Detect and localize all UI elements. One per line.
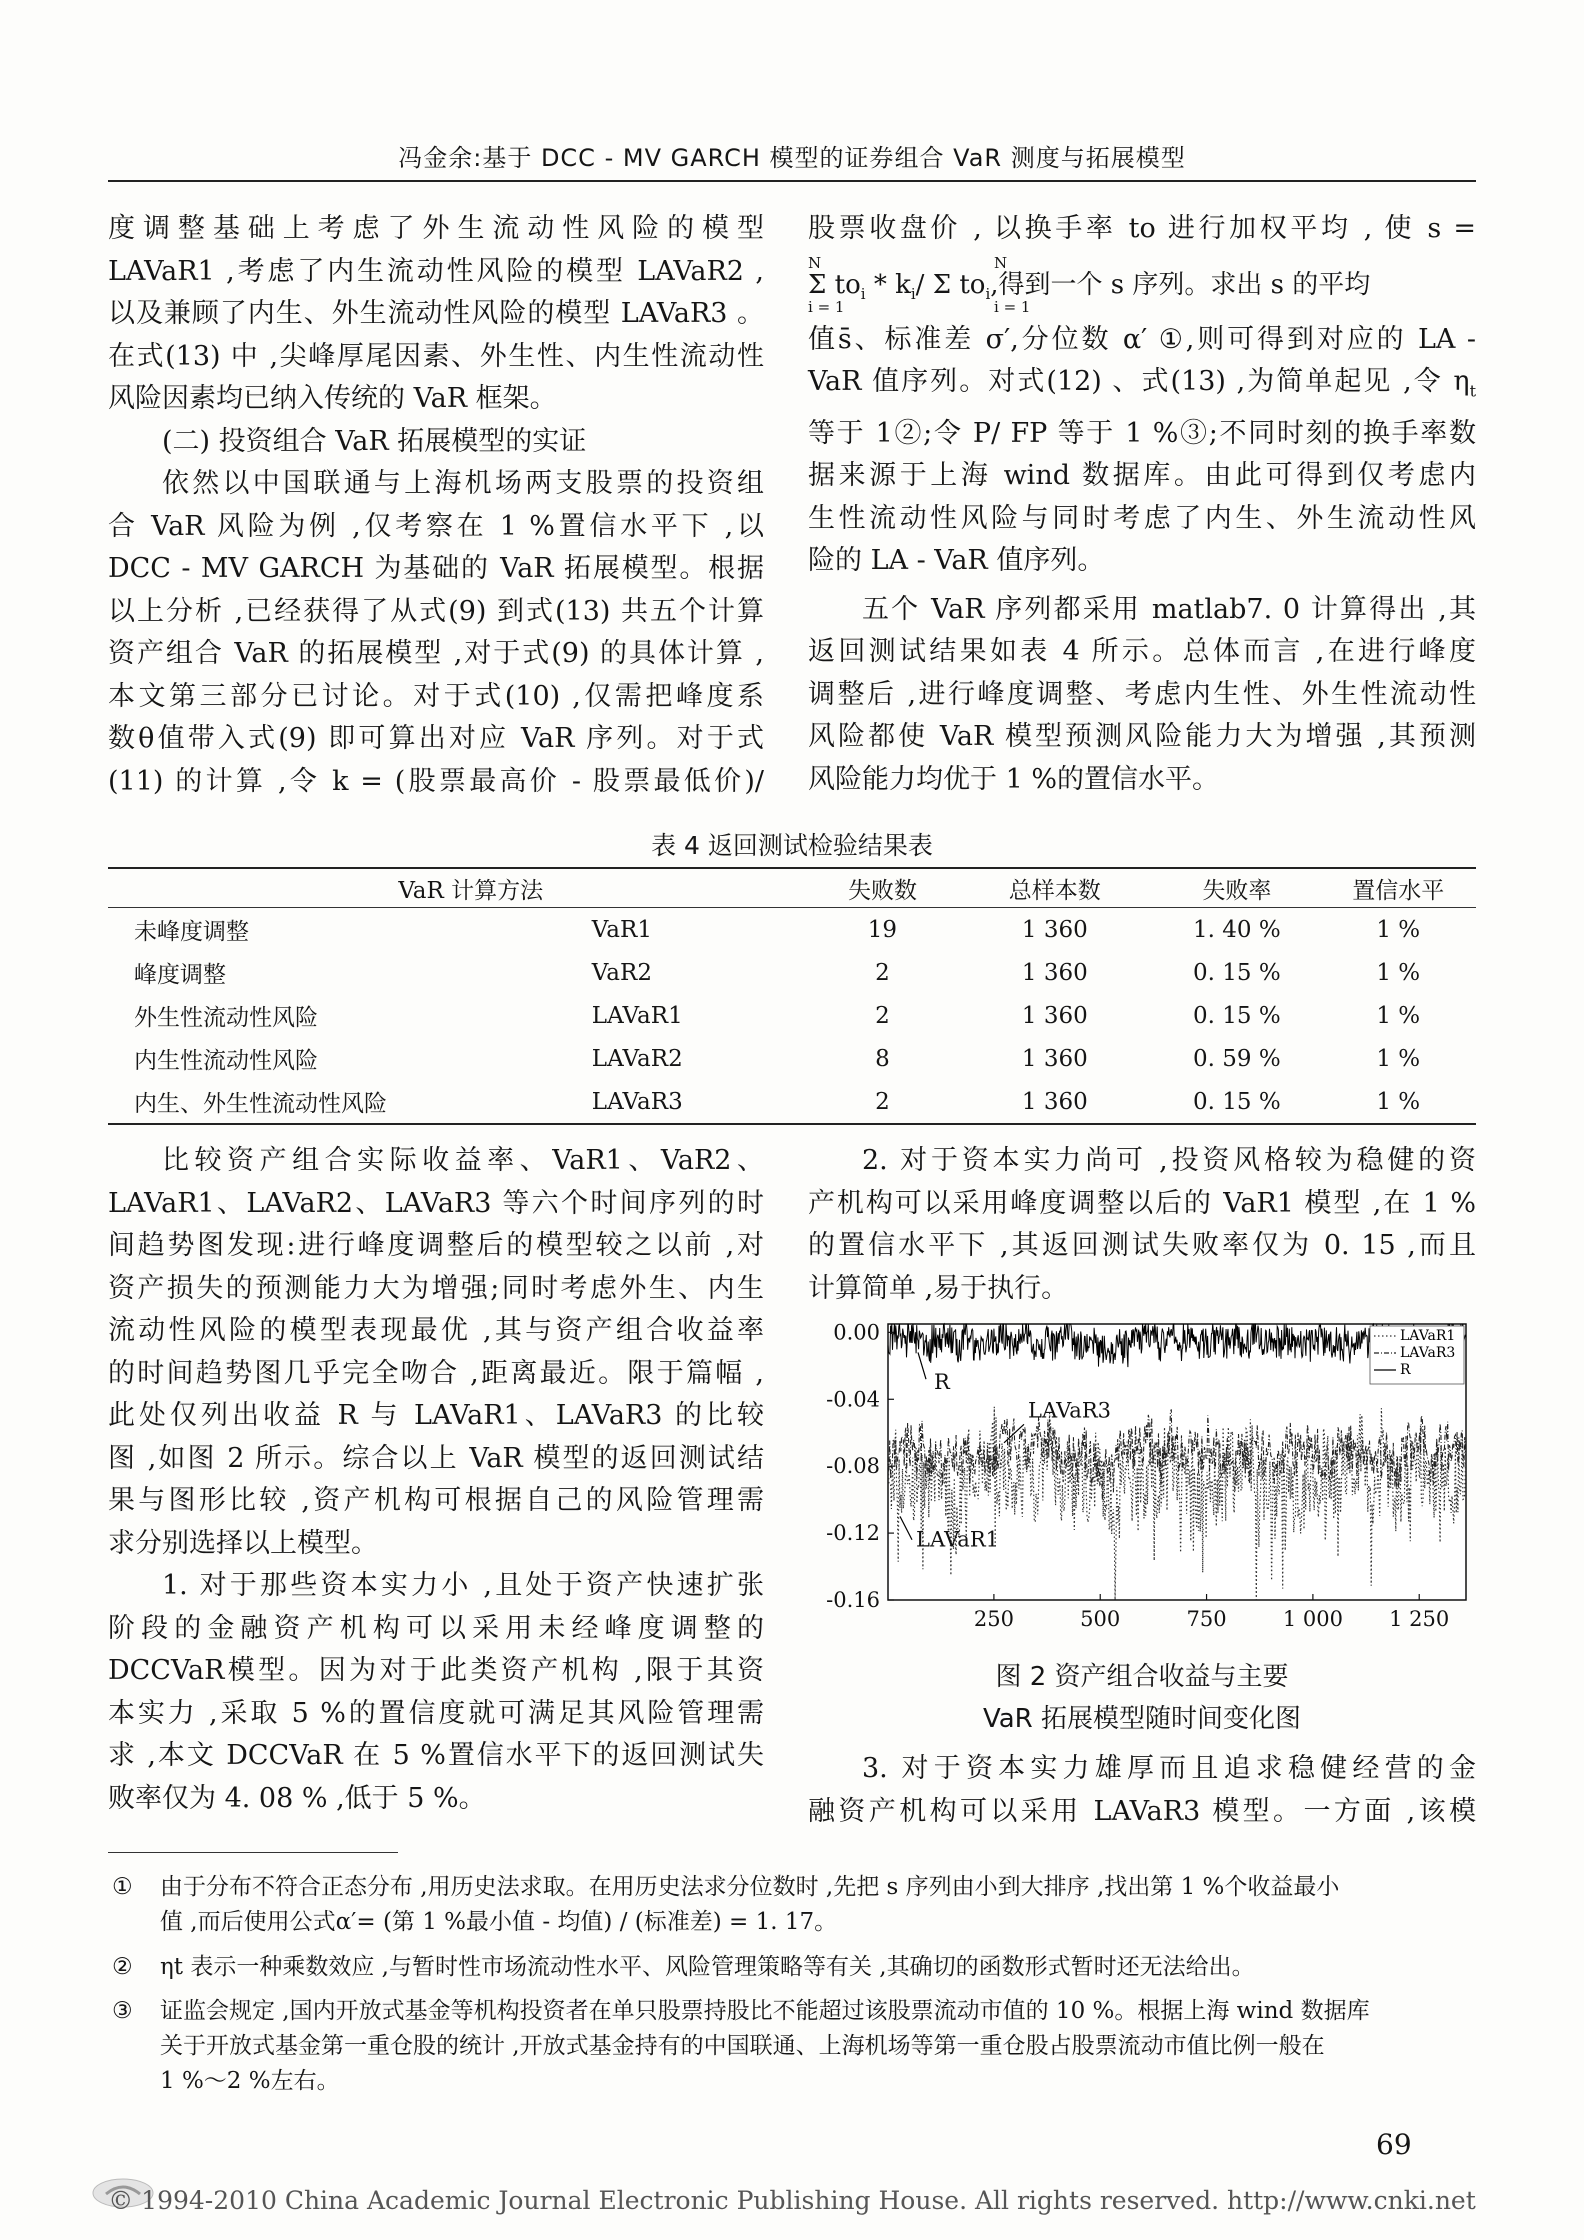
cell: 1 % bbox=[1376, 1045, 1421, 1072]
text-line: 流动性风险的模型表现最优 ,其与资产组合收益率 bbox=[108, 1315, 764, 1346]
cell: 峰度调整 bbox=[134, 962, 226, 988]
x-tick-label: 500 bbox=[1080, 1607, 1121, 1631]
footnote-rule bbox=[108, 1852, 398, 1853]
text-line: 求分别选择以上模型。 bbox=[108, 1527, 378, 1559]
col-header: 总样本数 bbox=[956, 868, 1153, 908]
footnote-line: ηt 表示一种乘数效应 ,与暂时性市场流动性水平、风险管理策略等有关 ,其确切的函数形式暂时还无法给出。 bbox=[160, 1954, 1255, 1980]
sum-upper: N bbox=[808, 253, 822, 272]
right-column-bottom-text-2 bbox=[808, 1748, 1476, 1833]
text-line: 在式(13) 中 ,尖峰厚尾因素、外生性、内生性流动性 bbox=[108, 340, 764, 372]
text-line bbox=[808, 361, 1476, 413]
text-line: 间趋势图发现:进行峰度调整后的模型较之以前 ,对 bbox=[108, 1230, 764, 1261]
cell: 内生性流动性风险 bbox=[134, 1048, 318, 1074]
text-line: LAVaR1 ,考虑了内生流动性风险的模型 LAVaR2 , bbox=[108, 255, 764, 287]
cell: 1 360 bbox=[1021, 1088, 1088, 1115]
annotation-label: R bbox=[934, 1370, 950, 1395]
text-line: 数θ值带入式(9) 即可算出对应 VaR 序列。对于式 bbox=[108, 723, 764, 754]
text-line: 产机构可以采用峰度调整以后的 VaR1 模型 ,在 1 % bbox=[808, 1187, 1476, 1219]
text-line: 股票收盘价 , 以换手率 to 进行加权平均 , 使 s = bbox=[808, 213, 1476, 244]
text-line: 3. 对于资本实力雄厚而且追求稳健经营的金 bbox=[862, 1753, 1476, 1784]
text-line: 值s̄、标准差 σ′,分位数 α′ ①,则可得到对应的 LA - bbox=[808, 323, 1476, 355]
cell: 内生、外生性流动性风险 bbox=[134, 1091, 387, 1117]
cell: 1 % bbox=[1376, 959, 1421, 986]
sum-upper: N bbox=[994, 253, 1008, 272]
text-line: 比较资产组合实际收益率、VaR1、VaR2、 bbox=[162, 1145, 764, 1176]
footnote-mark: ① bbox=[112, 1874, 133, 1900]
formula-part: * k bbox=[865, 269, 911, 300]
text-line: 风险能力均优于 1 %的置信水平。 bbox=[808, 763, 1219, 795]
col-header: VaR 计算方法 bbox=[108, 868, 808, 908]
formula-sub: i bbox=[860, 284, 866, 303]
cell: 1 360 bbox=[1021, 1002, 1088, 1029]
cell: 0. 15 % bbox=[1192, 959, 1281, 986]
left-column-bottom bbox=[108, 1140, 764, 1820]
formula-part: ,得到一个 s 序列。求出 s 的平均 bbox=[990, 269, 1371, 300]
figure-caption-1: 图 2 资产组合收益与主要 bbox=[995, 1662, 1289, 1692]
table-row bbox=[108, 994, 1476, 1037]
col-header: 置信水平 bbox=[1320, 868, 1476, 908]
right-column-bottom-text bbox=[808, 1140, 1476, 1310]
cell: LAVaR1 bbox=[591, 1002, 683, 1029]
cell: VaR1 bbox=[591, 916, 652, 943]
table-caption: 表 4 返回测试检验结果表 bbox=[651, 831, 933, 860]
legend-label: R bbox=[1400, 1362, 1411, 1378]
text-line: 以上分析 ,已经获得了从式(9) 到式(13) 共五个计算 bbox=[108, 595, 764, 627]
annotation-label: LAVaR3 bbox=[1028, 1398, 1111, 1423]
text-line: 合 VaR 风险为例 ,仅考察在 1 %置信水平下 ,以 bbox=[108, 510, 764, 542]
text-line: 融资产机构可以采用 LAVaR3 模型。一方面 ,该模 bbox=[808, 1795, 1476, 1827]
x-tick-label: 1 250 bbox=[1389, 1607, 1450, 1631]
text-line: 险的 LA - VaR 值序列。 bbox=[808, 545, 1105, 577]
copyright-footer: © 1994-2010 China Academic Journal Electronic Publishing House. All rights reserved. http://www.cnki.net bbox=[108, 2186, 1476, 2215]
cell: 未峰度调整 bbox=[134, 919, 249, 945]
footnote-2 bbox=[108, 1950, 1476, 1985]
col-header: 失败数 bbox=[808, 868, 956, 908]
text-line: 败率仅为 4. 08 % ,低于 5 %。 bbox=[108, 1782, 486, 1814]
text-line: 果与图形比较 ,资产机构可根据自己的风险管理需 bbox=[108, 1485, 764, 1516]
header-rule bbox=[108, 180, 1476, 182]
text-line: 度调整基础上考虑了外生流动性风险的模型 bbox=[108, 213, 764, 244]
footnote-line: 关于开放式基金第一重仓股的统计 ,开放式基金持有的中国联通、上海机场等第一重仓股占股票流动市值比例一般在 bbox=[160, 2033, 1325, 2059]
text-line: 此处仅列出收益 R 与 LAVaR1、LAVaR3 的比较 bbox=[108, 1400, 764, 1431]
cell: LAVaR2 bbox=[591, 1045, 683, 1072]
footnote-3 bbox=[108, 1994, 1476, 2099]
y-tick-label: -0.04 bbox=[826, 1387, 880, 1412]
footnote-mark: ② bbox=[112, 1954, 133, 1980]
text-line: 等于 1②;令 P/ FP 等于 1 %③;不同时刻的换手率数 bbox=[808, 417, 1476, 449]
y-tick-label: -0.16 bbox=[826, 1588, 880, 1612]
cell: 2 bbox=[875, 959, 890, 986]
footnote-line: 1 %～2 %左右。 bbox=[160, 2068, 340, 2094]
cell: 1 % bbox=[1376, 1002, 1421, 1029]
footnote-line: 由于分布不符合正态分布 ,用历史法求取。在用历史法求分位数时 ,先把 s 序列由小到大排序 ,找出第 1 %个收益最小 bbox=[160, 1874, 1340, 1900]
y-tick-label: -0.08 bbox=[826, 1454, 880, 1479]
cell: LAVaR3 bbox=[591, 1088, 683, 1115]
text-part: VaR 值序列。对式(12) 、式(13) ,为简单起见 ,令 η bbox=[808, 366, 1470, 397]
text-line: 图 ,如图 2 所示。综合以上 VaR 模型的返回测试结 bbox=[108, 1442, 764, 1474]
cell: 1 % bbox=[1376, 916, 1421, 943]
text-line: LAVaR1、LAVaR2、LAVaR3 等六个时间序列的时 bbox=[108, 1187, 764, 1219]
running-header: 冯金余:基于 DCC - MV GARCH 模型的证券组合 VaR 测度与拓展模型 bbox=[398, 144, 1186, 172]
text-line: DCC - MV GARCH 为基础的 VaR 拓展模型。根据 bbox=[108, 553, 764, 584]
text-line: 调整后 ,进行峰度调整、考虑内生性、外生性流动性 bbox=[808, 678, 1476, 710]
cell: 0. 59 % bbox=[1192, 1045, 1281, 1072]
table-row bbox=[108, 1037, 1476, 1080]
text-line: 1. 对于那些资本实力小 ,且处于资产快速扩张 bbox=[162, 1570, 764, 1601]
col-header: 失败率 bbox=[1153, 868, 1320, 908]
y-tick-label: 0.00 bbox=[833, 1320, 880, 1345]
text-line: 阶段的金融资产机构可以采用未经峰度调整的 bbox=[108, 1612, 764, 1644]
cell: 1 % bbox=[1376, 1088, 1421, 1115]
sum-formula-line bbox=[808, 251, 1476, 319]
cell: 19 bbox=[867, 916, 898, 943]
table-row bbox=[108, 951, 1476, 994]
text-line: 生性流动性风险与同时考虑了内生、外生流动性风 bbox=[808, 502, 1476, 534]
legend-label: LAVaR1 bbox=[1400, 1328, 1456, 1344]
text-line: 本实力 ,采取 5 %的置信度就可满足其风险管理需 bbox=[108, 1697, 764, 1729]
text-line: 五个 VaR 序列都采用 matlab7. 0 计算得出 ,其 bbox=[862, 593, 1476, 625]
formula-part: Σ to bbox=[808, 269, 861, 300]
x-tick-label: 750 bbox=[1186, 1607, 1227, 1631]
sum-lower: i = 1 bbox=[994, 297, 1031, 316]
figure-caption-2: VaR 拓展模型随时间变化图 bbox=[982, 1704, 1302, 1734]
footnote-1 bbox=[108, 1870, 1476, 1940]
text-line: 计算简单 ,易于执行。 bbox=[808, 1272, 1069, 1304]
text-line: DCCVaR模型。因为对于此类资产机构 ,限于其资 bbox=[108, 1655, 764, 1686]
cell: 1. 40 % bbox=[1192, 916, 1281, 943]
formula-sub: i bbox=[910, 284, 916, 303]
x-tick-label: 1 000 bbox=[1282, 1607, 1343, 1631]
cell: 外生性流动性风险 bbox=[134, 1005, 318, 1031]
text-line: 依然以中国联通与上海机场两支股票的投资组 bbox=[162, 468, 764, 499]
table-row bbox=[108, 908, 1476, 952]
table-header-row bbox=[108, 868, 1476, 908]
cell: 0. 15 % bbox=[1192, 1088, 1281, 1115]
sum-lower: i = 1 bbox=[808, 297, 845, 316]
text-line: 风险因素均已纳入传统的 VaR 框架。 bbox=[108, 383, 557, 414]
cell: 1 360 bbox=[1021, 1045, 1088, 1072]
table-row bbox=[108, 1080, 1476, 1124]
text-line: 的时间趋势图几乎完全吻合 ,距离最近。限于篇幅 , bbox=[108, 1357, 764, 1389]
right-column-top bbox=[808, 208, 1476, 801]
formula-part: / Σ to bbox=[915, 269, 986, 300]
page-number: 69 bbox=[1376, 2128, 1412, 2161]
cell: 1 360 bbox=[1021, 959, 1088, 986]
eta-sub: t bbox=[1469, 381, 1476, 401]
footnote-line: 值 ,而后使用公式α′= (第 1 %最小值 - 均值) / (标准差) = 1. 17。 bbox=[160, 1909, 838, 1935]
text-line: 返回测试结果如表 4 所示。总体而言 ,在进行峰度 bbox=[808, 636, 1476, 668]
y-tick-label: -0.12 bbox=[826, 1521, 880, 1546]
x-tick-label: 250 bbox=[973, 1607, 1014, 1631]
text-line: 资产组合 VaR 的拓展模型 ,对于式(9) 的具体计算 , bbox=[108, 638, 764, 669]
cell: 8 bbox=[875, 1045, 890, 1072]
footnote-mark: ③ bbox=[112, 1998, 133, 2024]
annotation-label: LAVaR1 bbox=[916, 1527, 999, 1552]
formula-sub: i bbox=[985, 284, 991, 303]
text-line: 2. 对于资本实力尚可 ,投资风格较为稳健的资 bbox=[862, 1145, 1476, 1176]
text-line: 的置信水平下 ,其返回测试失败率仅为 0. 15 ,而且 bbox=[808, 1230, 1476, 1261]
text-line: 风险都使 VaR 模型预测风险能力大为增强 ,其预测 bbox=[808, 721, 1476, 753]
cell: 1 360 bbox=[1021, 916, 1088, 943]
text-line: (11) 的计算 ,令 k = (股票最高价 - 股票最低价)/ bbox=[108, 765, 764, 797]
text-line: 以及兼顾了内生、外生流动性风险的模型 LAVaR3 。 bbox=[108, 298, 764, 329]
cell: 2 bbox=[875, 1002, 890, 1029]
legend-label: LAVaR3 bbox=[1400, 1345, 1456, 1361]
cell: VaR2 bbox=[591, 959, 652, 986]
cell: 2 bbox=[875, 1088, 890, 1115]
text-line: 资产损失的预测能力大为增强;同时考虑外生、内生 bbox=[108, 1272, 764, 1304]
cell: 0. 15 % bbox=[1192, 1002, 1281, 1029]
left-column-top bbox=[108, 208, 764, 803]
footnote-line: 证监会规定 ,国内开放式基金等机构投资者在单只股票持股比不能超过该股票流动市值的 10 %。根据上海 wind 数据库 bbox=[160, 1998, 1370, 2024]
results-table bbox=[108, 867, 1476, 1125]
text-line: 据来源于上海 wind 数据库。由此可得到仅考虑内 bbox=[808, 460, 1476, 492]
figure-2-chart bbox=[796, 1310, 1476, 1640]
section-title: (二) 投资组合 VaR 拓展模型的实证 bbox=[162, 425, 587, 457]
text-line: 求 ,本文 DCCVaR 在 5 %置信水平下的返回测试失 bbox=[108, 1740, 764, 1771]
text-line: 本文第三部分已讨论。对于式(10) ,仅需把峰度系 bbox=[108, 680, 764, 712]
